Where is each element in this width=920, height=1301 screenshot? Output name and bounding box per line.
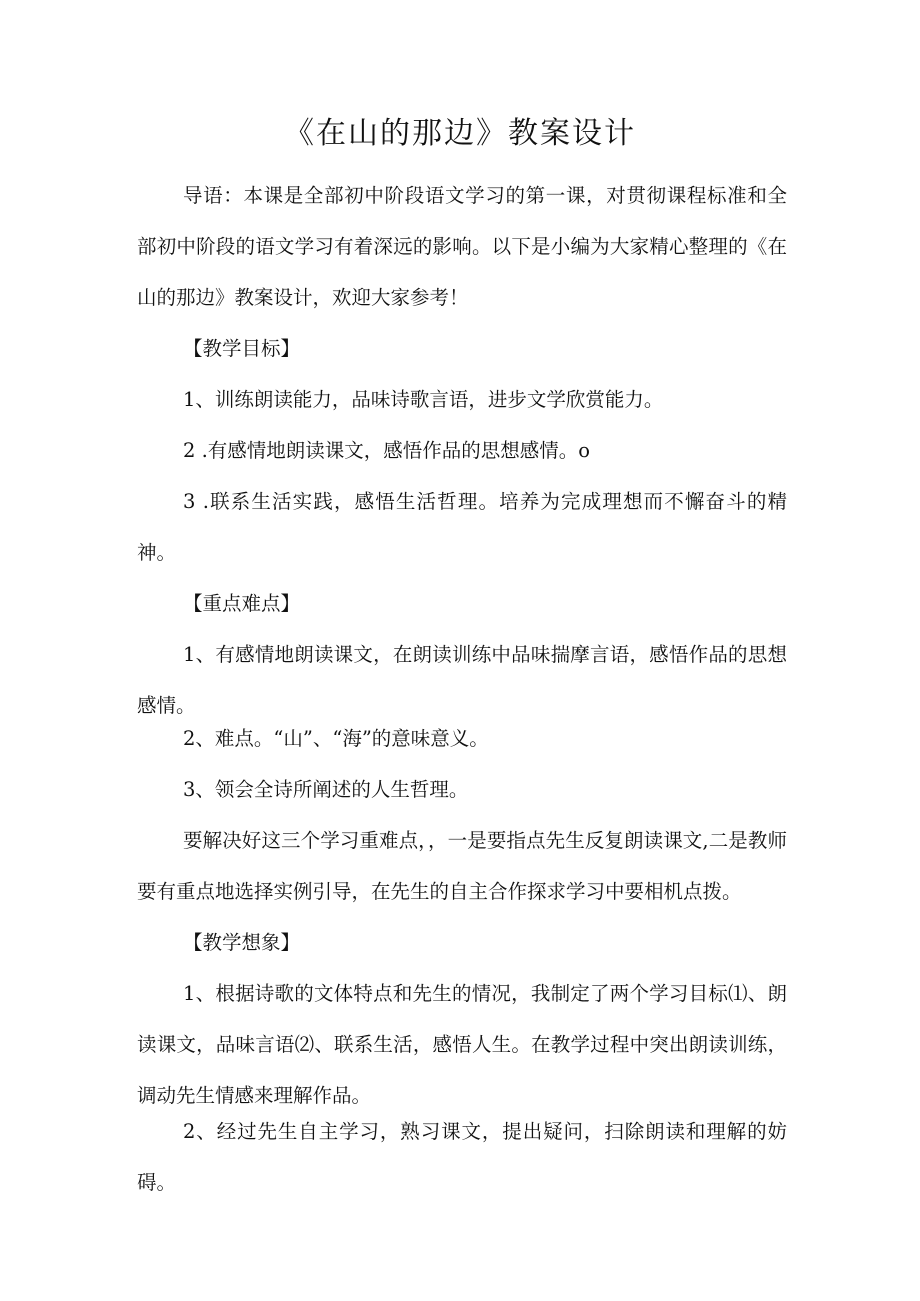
section-heading-goals: 【教学目标】: [183, 337, 301, 360]
idea-item-1: 1、根据诗歌的文体特点和先生的情况，我制定了两个学习目标⑴、朗读课文，品味言语⑵、联系生活，感悟人生。在教学过程中突出朗读训练，调动先生情感来理解作品。: [137, 982, 787, 1107]
key-point-item-3: 3、领会全诗所阐述的人生哲理。: [183, 778, 469, 801]
goal-item-3: 3 .联系生活实践，感悟生活哲理。培养为完成理想而不懈奋斗的精神。: [137, 490, 787, 564]
idea-item-2: 2、经过先生自主学习，熟习课文，提出疑问，扫除朗读和理解的妨碍。: [137, 1120, 787, 1194]
goal-item-1: 1、训练朗读能力，品味诗歌言语，进步文学欣赏能力。: [183, 388, 664, 411]
document-title: 《在山的那边》教案设计: [284, 116, 636, 151]
key-point-item-1: 1、有感情地朗读课文，在朗读训练中品味揣摩言语，感悟作品的思想感情。: [137, 643, 787, 717]
section-heading-ideas: 【教学想象】: [183, 931, 301, 954]
key-point-summary: 要解决好这三个学习重难点，，一是要指点先生反复朗读课文,二是教师要有重点地选择实例引导，在先生的自主合作探求学习中要相机点拨。: [137, 829, 787, 903]
key-point-item-2: 2、难点。“山”、“海”的意味意义。: [183, 727, 489, 750]
goal-item-2: 2 .有感情地朗读课文，感悟作品的思想感情。o: [183, 439, 591, 462]
section-heading-key-points: 【重点难点】: [183, 592, 301, 615]
intro-paragraph: 导语：本课是全部初中阶段语文学习的第一课，对贯彻课程标准和全部初中阶段的语文学习有着深远的影响。以下是小编为大家精心整理的《在山的那边》教案设计，欢迎大家参考！: [137, 184, 787, 309]
